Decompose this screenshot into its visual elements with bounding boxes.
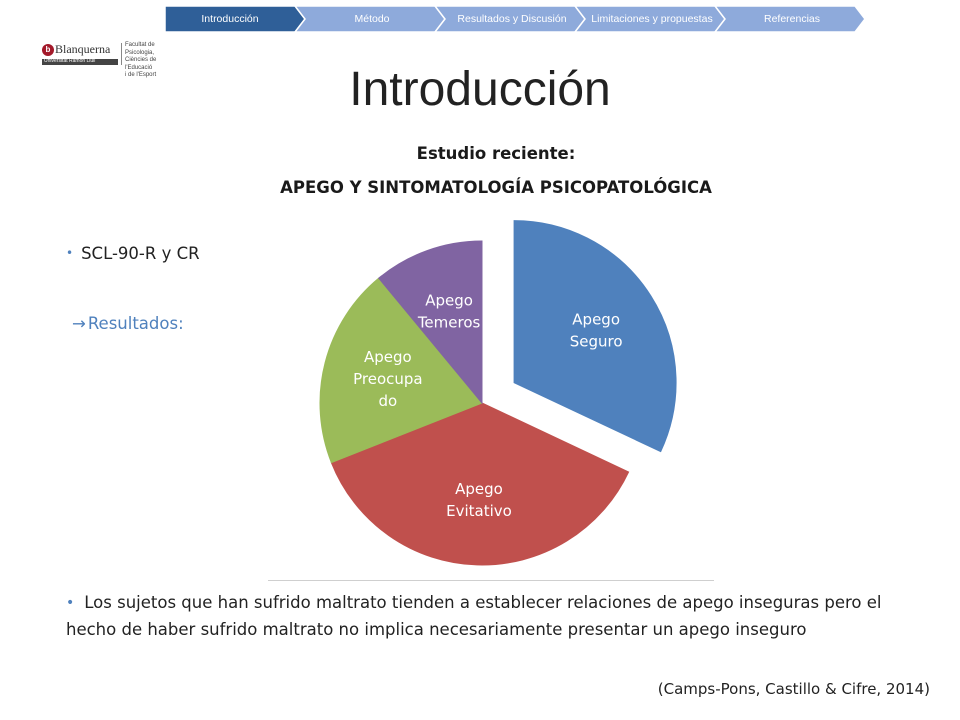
pie-label-3: Apego Temeros	[417, 291, 481, 332]
slide-title: Introducción	[349, 63, 611, 116]
subtitle-study: Estudio reciente:	[416, 144, 576, 163]
conclusion-paragraph	[66, 590, 936, 643]
bullet-instruments	[66, 244, 200, 263]
bullet-instruments-text: SCL-90-R y CR	[81, 244, 200, 263]
arrow-right-icon: →	[72, 314, 86, 333]
pie-label-1: Apego Evitativo	[446, 480, 512, 521]
nav-step-2[interactable]: Resultados y Discusión	[457, 13, 567, 25]
nav-step-0[interactable]: Introducción	[201, 13, 259, 25]
bullet-results	[72, 314, 184, 333]
pie-label-0: Apego Seguro	[569, 310, 623, 351]
logo-brand: Blanquerna	[55, 42, 111, 56]
bullet-results-text: Resultados:	[87, 314, 184, 333]
section-navigation	[165, 6, 865, 32]
nav-step-1[interactable]: Método	[354, 13, 390, 25]
attachment-pie-chart	[300, 205, 700, 585]
nav-step-3[interactable]: Limitaciones y propuestas	[591, 13, 713, 25]
logo-faculty: Facultat de Psicologia, Ciències de l'Educació i de l'Esport	[125, 42, 157, 78]
pie-label-2: Apego Preocupa do	[353, 347, 423, 410]
nav-step-4[interactable]: Referencias	[763, 13, 821, 25]
bullet-dot-icon: •	[66, 595, 75, 611]
citation: (Camps-Pons, Castillo & Cifre, 2014)	[657, 680, 930, 698]
chart-divider	[268, 580, 714, 581]
subtitle-topic: APEGO Y SINTOMATOLOGÍA PSICOPATOLÓGICA	[280, 178, 712, 197]
logo-bar-text: Universitat Ramon Llull	[44, 58, 96, 64]
logo-mark-icon: b	[42, 44, 54, 56]
conclusion-text: Los sujetos que han sufrido maltrato tienden a establecer relaciones de apego inseguras pero el hecho de haber sufrido maltrato no implica necesariamente presentar un apego inseguro	[66, 593, 882, 639]
bullet-dot-icon: •	[66, 246, 74, 260]
